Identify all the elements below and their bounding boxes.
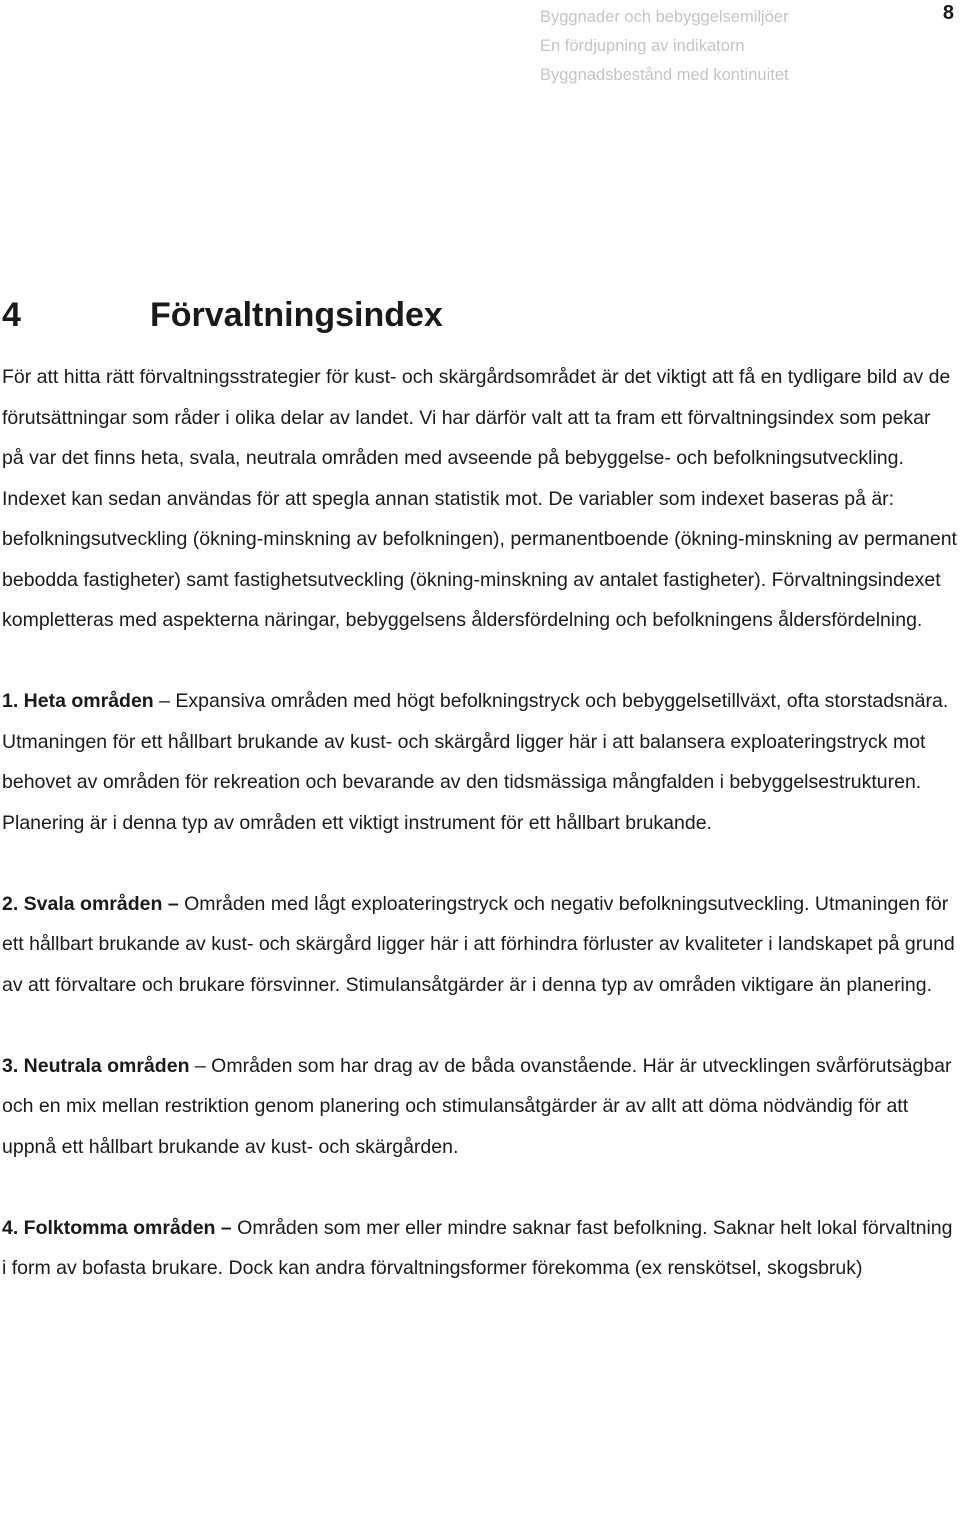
section-heading xyxy=(2,294,443,336)
category-text: Områden som har drag av de båda ovanstående. Här är utvecklingen svårförutsägbar och en mix mellan restriktion genom planering och stimulansåtgärder är av allt att döma nödvändig för att uppnå ett hållbart brukande av kust- och skärgården. xyxy=(2,1054,952,1158)
header-line-3: Byggnadsbestånd med kontinuitet xyxy=(540,66,789,84)
intro-paragraph: För att hitta rätt förvaltningsstrategier för kust- och skärgårdsområdet är det viktigt att få en tydligare bild av de förutsättningar som råder i olika delar av landet. Vi har därför valt att ta fram ett förvaltningsindex som pekar på var det finns heta, svala, neutrala områden med avseende på bebyggelse- och befolkningsutveckling. Indexet kan sedan användas för att spegla annan statistik mot. De variabler som indexet baseras på är: befolkningsutveckling (ökning-minskning av befolkningen), permanentboende (ökning-minskning av permanent bebodda fastigheter) samt fastighetsutveckling (ökning-minskning av antalet fastigheter). Förvaltningsindexet kompletteras med aspekterna näringar, bebyggelsens åldersfördelning och befolkningens åldersfördelning. xyxy=(2,366,957,631)
page-number: 8 xyxy=(942,2,954,24)
section-title: Förvaltningsindex xyxy=(150,296,443,334)
category-heading: 3. Neutrala områden xyxy=(2,1054,190,1077)
category-text: Områden som mer eller mindre saknar fast befolkning. Saknar helt lokal förvaltning i form av bofasta brukare. Dock kan andra förvaltningsformer förekomma (ex renskötsel, skogsbruk) xyxy=(2,1216,953,1279)
header-line-2: En fördjupning av indikatorn xyxy=(540,37,745,55)
category-paragraph-neutrala xyxy=(2,1046,957,1168)
running-header xyxy=(540,6,940,93)
category-heading: 4. Folktomma områden – xyxy=(2,1216,232,1239)
category-heading: 1. Heta områden xyxy=(2,690,154,712)
document-body xyxy=(2,357,957,1289)
category-text: Expansiva områden med högt befolkningstryck och bebyggelsetillväxt, ofta storstadsnära. Utmaningen för ett hållbart brukande av kust- och skärgård ligger här i att balansera exploateringstryck mot behovet av områden för rekreation och bevarande av den tidsmässiga mångfalden i bebyggelsestrukturen. Planering är i denna typ av områden ett viktigt instrument för ett hållbart brukande. xyxy=(2,690,949,834)
category-text: Områden med lågt exploateringstryck och negativ befolkningsutveckling. Utmaningen för ett hållbart brukande av kust- och skärgård ligger här i att förhindra förluster av kvaliteter i landskapet på grund av att förvaltare och brukare försvinner. Stimulansåtgärder är i denna typ av områden viktigare än planering. xyxy=(2,892,955,996)
section-number: 4 xyxy=(2,296,21,334)
header-line-1: Byggnader och bebyggelsemiljöer xyxy=(540,8,789,26)
category-dash: – xyxy=(153,690,176,712)
category-dash: – xyxy=(189,1054,212,1077)
category-paragraph-heta xyxy=(2,681,957,843)
category-paragraph-svala xyxy=(2,884,957,1006)
category-paragraph-folktomma xyxy=(2,1208,957,1289)
category-heading: 2. Svala områden – xyxy=(2,892,179,915)
